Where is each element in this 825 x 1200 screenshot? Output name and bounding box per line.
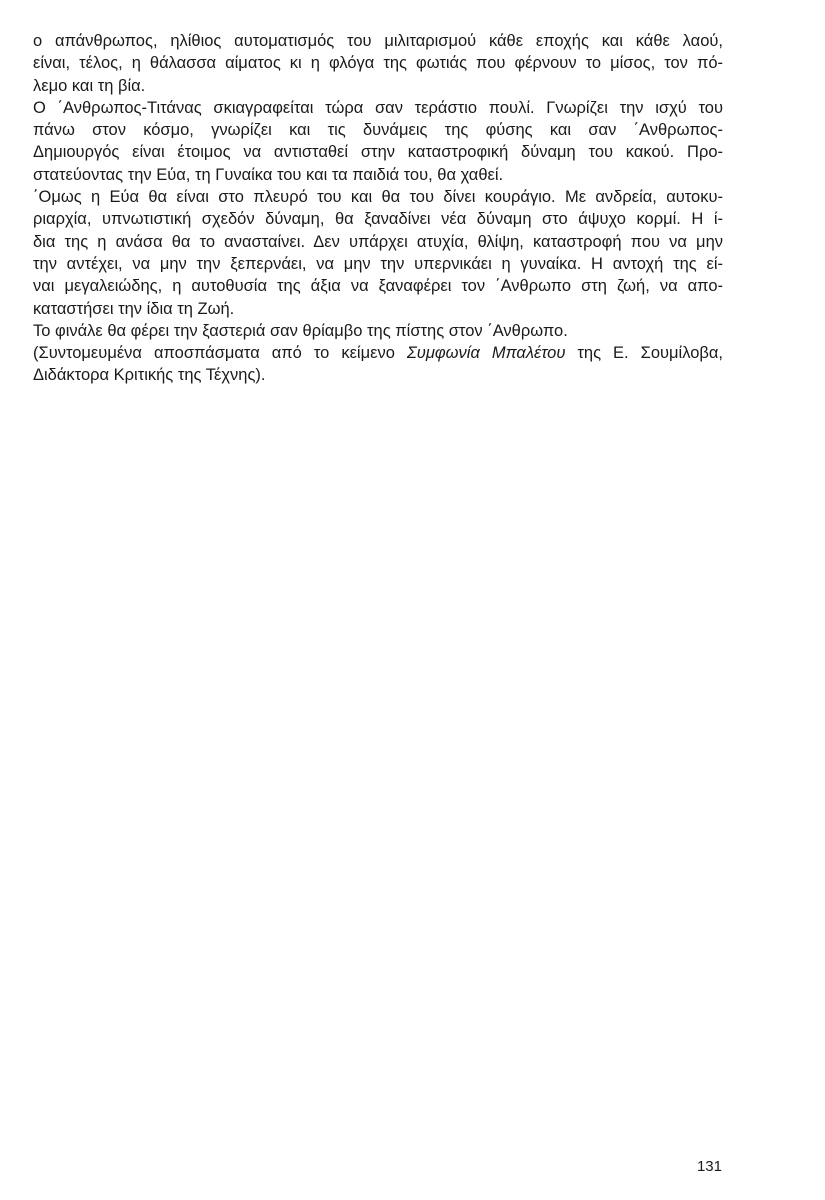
source-citation-line — [33, 342, 723, 364]
text-line: λεμο και τη βία. — [33, 76, 146, 95]
text-line: πάνω στον κόσμο, γνωρίζει και τις δυνάμεις της φύσης και σαν ΄Ανθρωπος- — [33, 121, 723, 140]
text-line: καταστήσει την ίδια τη Ζωή. — [33, 299, 235, 318]
article-body — [33, 30, 723, 387]
text-line: ριαρχία, υπνωτιστική σχεδόν δύναμη, θα ξαναδίνει νέα δύναμη στο άψυχο κορμί. Η ί- — [33, 210, 723, 229]
page-number: 131 — [696, 1158, 722, 1175]
text-line: ΄Ομως η Εύα θα είναι στο πλευρό του και θα του δίνει κουράγιο. Με ανδρεία, αυτοκυ- — [33, 188, 723, 207]
text-line: Δημιουργός είναι έτοιμος να αντισταθεί στην καταστροφική δύναμη του κακού. Προ- — [33, 143, 723, 162]
text-line: ναι μεγαλειώδης, η αυτοθυσία της άξια να ξαναφέρει τον ΄Ανθρωπο στη ζωή, να απο- — [33, 277, 723, 296]
text-line: ο απάνθρωπος, ηλίθιος αυτοματισμός του μιλιταρισμού κάθε εποχής και κάθε λαού, — [33, 32, 723, 50]
source-title: Συμφωνία Μπαλέτου — [406, 344, 566, 363]
source-prefix: (Συντομευμένα αποσπάσματα από το κείμενο — [33, 344, 407, 363]
source-citation-last-line: Διδάκτορα Κριτικής της Τέχνης). — [33, 366, 266, 385]
text-line: δια της η ανάσα θα το ανασταίνει. Δεν υπάρχει ατυχία, θλίψη, καταστροφή που να μην — [33, 232, 723, 251]
text-line: είναι, τέλος, η θάλασσα αίματος κι η φλόγα της φωτιάς που φέρνουν το μίσος, τον πό- — [33, 54, 723, 73]
text-line: την αντέχει, να μην την ξεπερνάει, να μην την υπερνικάει η γυναίκα. Η αντοχή της εί- — [33, 254, 723, 273]
text-line: στατεύοντας την Εύα, τη Γυναίκα του και τα παιδιά του, θα χαθεί. — [33, 165, 504, 184]
source-suffix: της Ε. Σουμίλοβα, — [565, 344, 723, 363]
text-line: Ο ΄Ανθρωπος-Τιτάνας σκιαγραφείται τώρα σαν τεράστιο πουλί. Γνωρίζει την ισχύ του — [33, 98, 723, 117]
text-line: Το φινάλε θα φέρει την ξαστεριά σαν θρίαμβο της πίστης στον ΄Ανθρωπο. — [33, 321, 568, 340]
